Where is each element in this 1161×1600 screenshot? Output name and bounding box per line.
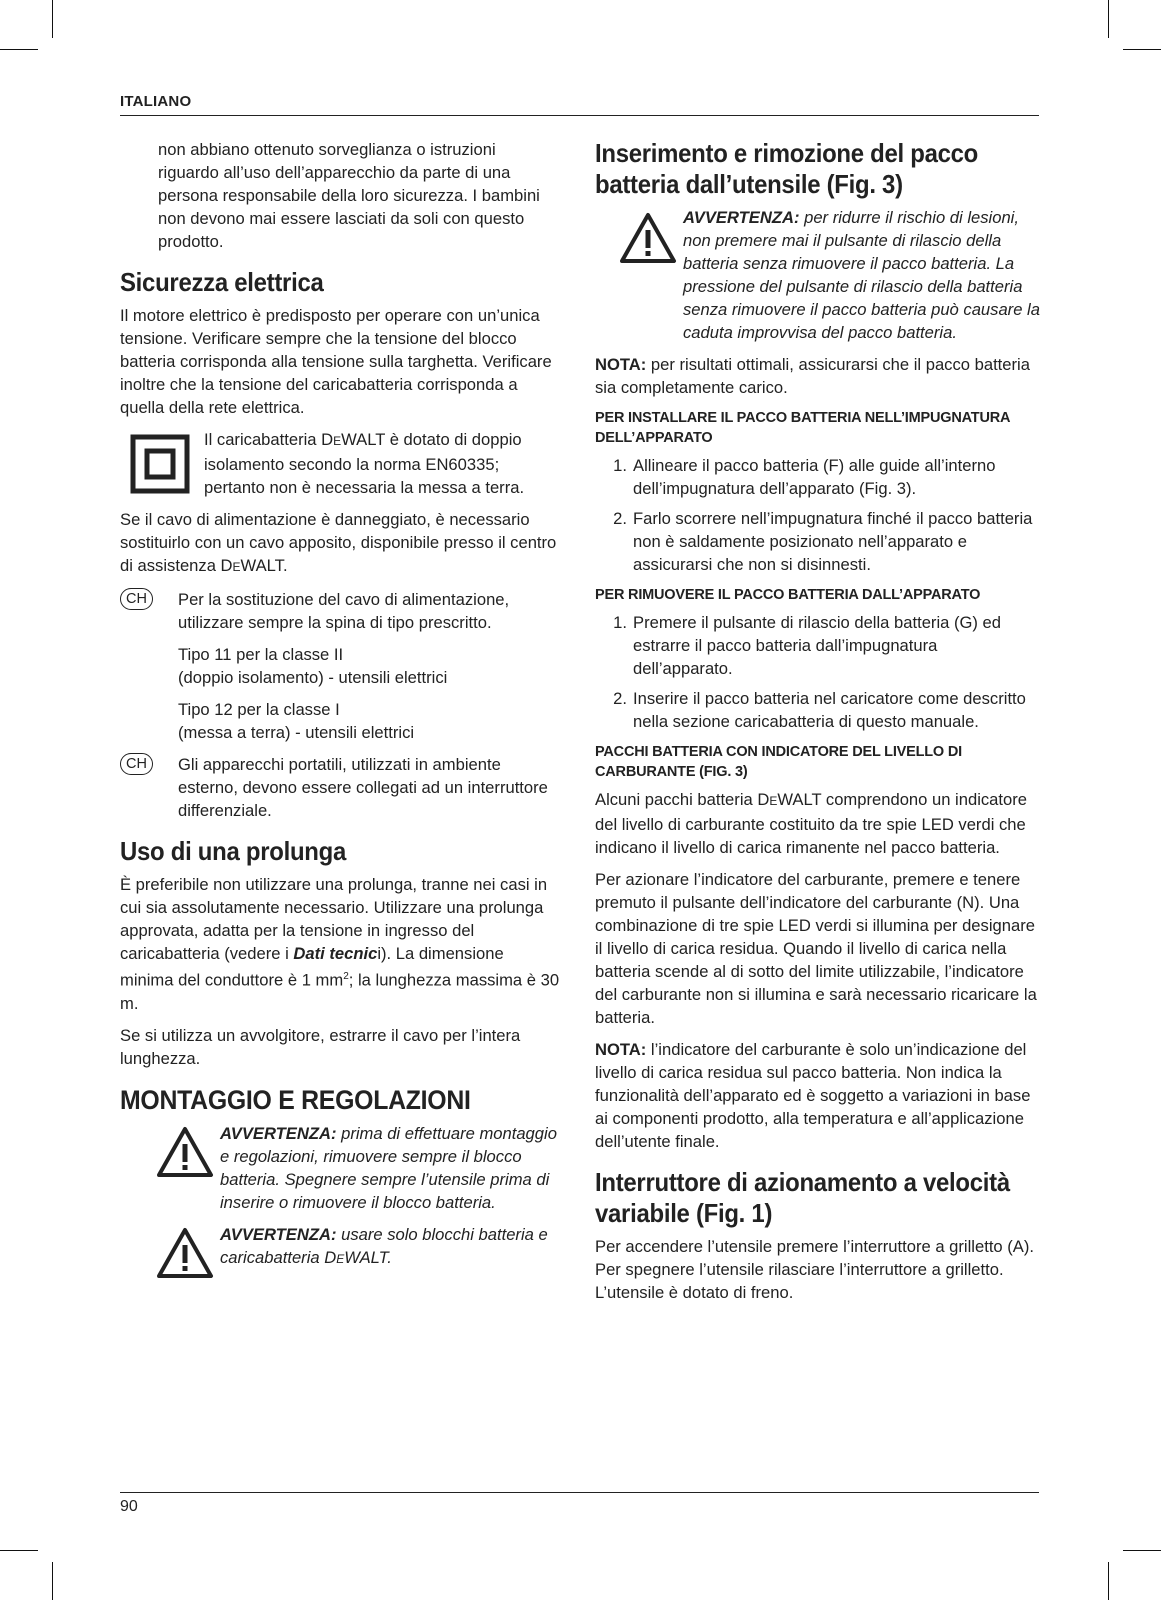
warning-triangle-icon	[619, 212, 677, 264]
swiss-ch-icon: CH	[120, 753, 153, 775]
list-item: 1. Premere il pulsante di rilascio della batteria (G) ed estrarre il pacco batteria dall’impugnatura dell’apparato.	[613, 613, 1001, 678]
crop-mark	[1108, 1562, 1109, 1600]
crop-mark	[1123, 49, 1161, 50]
extension-paragraph-1: È preferibile non utilizzare una prolunga, tranne nei casi in cui sia assolutamente necessario. Utilizzare una prolunga approvata, adatta per la tensione in ingresso del caricabatteria (vedere i Dati tecnici). La dimensione minima del conduttore è 1 $mm^2$; la lunghezza massima è 30 m.	[120, 875, 560, 1013]
subheading-fuel-gauge: PACCHI BATTERIA CON INDICATORE DEL LIVELLO DI CARBURANTE (FIG. 3)	[595, 744, 962, 780]
crop-mark	[0, 1550, 38, 1551]
crop-mark	[52, 1562, 53, 1600]
switch-paragraph: Per accendere l’utensile premere l’interruttore a grilletto (A). Per spegnere l’utensile rilasciare l’interruttore a grilletto. L’utensile è dotato di freno.	[595, 1237, 1035, 1302]
crop-mark	[52, 0, 53, 38]
ch-note-2	[120, 753, 560, 822]
warning-triangle-icon	[156, 1126, 214, 1178]
warning-text-2: AVVERTENZA: usare solo blocchi batteria e caricabatteria DEWALT.	[220, 1224, 548, 1267]
intro-paragraph: non abbiano ottenuto sorveglianza o istruzioni riguardo all’uso dell’apparecchio da parte di una persona responsabile della loro sicurezza. I bambini non devono mai essere lasciati da soli con questo prodotto.	[158, 140, 540, 251]
double-insulation-icon	[120, 428, 204, 499]
note-paragraph-1: NOTA: per risultati ottimali, assicurarsi che il pacco batteria sia completamente carico.	[595, 355, 1030, 397]
subheading-remove: PER RIMUOVERE IL PACCO BATTERIA DALL’APPARATO	[595, 587, 981, 603]
section-title-insert-remove: Inserimento e rimozione del pacco batteria dall’utensile (Fig. 3)	[595, 138, 979, 199]
double-insulation-block	[120, 428, 560, 499]
list-item: 1. Allineare il pacco batteria (F) alle guide all’interno dell’impugnatura dell’apparato (Fig. 3).	[613, 456, 996, 498]
left-column	[120, 138, 560, 1293]
list-item: 2. Inserire il pacco batteria nel caricatore come descritto nella sezione caricabatteria di questo manuale.	[613, 689, 1026, 731]
ch-note-1	[120, 588, 560, 634]
double-insulation-text: Il caricabatteria DEWALT è dotato di doppio isolamento secondo la norma EN60335; pertanto non è necessaria la messa a terra.	[204, 430, 525, 497]
warning-block-2	[120, 1223, 560, 1284]
plug-type-12: Tipo 12 per la classe I (messa a terra) - utensili elettrici	[178, 700, 415, 742]
warning-triangle-icon	[156, 1227, 214, 1279]
warning-text-3: AVVERTENZA: per ridurre il rischio di lesioni, non premere mai il pulsante di rilascio della batteria senza rimuovere il pacco batteria. La pressione del pulsante di rilascio della batteria senza rimuovere il pacco batteria può causare la caduta improvvisa del pacco batteria.	[683, 208, 1040, 342]
fuel-paragraph-2: Per azionare l’indicatore del carburante, premere e tenere premuto il pulsante dell’indicatore del carburante (N). Una combinazione di tre spie LED verdi si illumina per designare il livello di carica residua. Quando il livello di carica nella batteria scende al di sotto del limite utilizzabile, l’indicatore del carburante non si illumina e sarà necessario ricaricare la batteria.	[595, 870, 1037, 1027]
note-paragraph-2: NOTA: l’indicatore del carburante è solo un’indicazione del livello di carica residua sul pacco batteria. Non indica la funzionalità dell’apparato ed è soggetto a variazioni in base ai componenti prodotto, alla temperatura e all’applicazione dell’utente finale.	[595, 1040, 1031, 1151]
install-steps-list	[595, 454, 1041, 576]
crop-mark	[0, 49, 38, 50]
page-number: 90	[120, 1498, 138, 1515]
section-title-assembly: MONTAGGIO E REGOLAZIONI	[120, 1084, 471, 1115]
extension-paragraph-2: Se si utilizza un avvolgitore, estrarre il cavo per l’intera lunghezza.	[120, 1025, 521, 1068]
crop-mark	[1108, 0, 1109, 38]
ch-note-2-text: Gli apparecchi portatili, utilizzati in ambiente esterno, devono essere collegati ad un interruttore differenziale.	[178, 755, 548, 820]
subheading-install: PER INSTALLARE IL PACCO BATTERIA NELL’IMPUGNATURA DELL’APPARATO	[595, 410, 1010, 446]
list-item: 2. Farlo scorrere nell’impugnatura finché il pacco batteria non è saldamente posizionato nell’apparato e assicurarsi che non si disinnesti.	[613, 509, 1033, 574]
fuel-paragraph-1: Alcuni pacchi batteria DEWALT comprendono un indicatore del livello di carburante costituito da tre spie LED verdi che indicano il livello di carica rimanente nel pacco batteria.	[595, 790, 1028, 857]
right-column	[595, 138, 1041, 1313]
crop-mark	[1123, 1550, 1161, 1551]
remove-steps-list	[595, 611, 1041, 733]
warning-text-1: AVVERTENZA: prima di effettuare montaggio e regolazioni, rimuovere sempre il blocco batteria. Spegnere sempre l’utensile prima di inserire o rimuovere il blocco batteria.	[220, 1123, 557, 1212]
electrical-paragraph-2: Se il cavo di alimentazione è danneggiato, è necessario sostituirlo con un cavo apposito, disponibile presso il centro di assistenza DEWALT.	[120, 510, 557, 575]
ch-note-1-text: Per la sostituzione del cavo di alimentazione, utilizzare sempre la spina di tipo prescritto.	[178, 590, 510, 632]
electrical-paragraph-1: Il motore elettrico è predisposto per operare con un’unica tensione. Verificare sempre che la tensione del blocco batteria corrisponda alla tensione sulla targhetta. Verificare inoltre che la tensione del caricabatteria corrisponda a quella della rete elettrica.	[120, 306, 552, 417]
footer-divider	[120, 1492, 1039, 1493]
section-title-electrical-safety: Sicurezza elettrica	[120, 267, 324, 297]
plug-type-11: Tipo 11 per la classe II (doppio isolamento) - utensili elettrici	[178, 645, 448, 687]
section-title-extension-cord: Uso di una prolunga	[120, 836, 346, 866]
language-label: ITALIANO	[120, 93, 192, 110]
section-title-variable-speed-switch: Interruttore di azionamento a velocità variabile (Fig. 1)	[595, 1167, 1010, 1228]
swiss-ch-icon: CH	[120, 588, 153, 610]
warning-block-1	[120, 1122, 560, 1214]
page-header	[120, 93, 1039, 116]
warning-block-3	[595, 206, 1041, 344]
